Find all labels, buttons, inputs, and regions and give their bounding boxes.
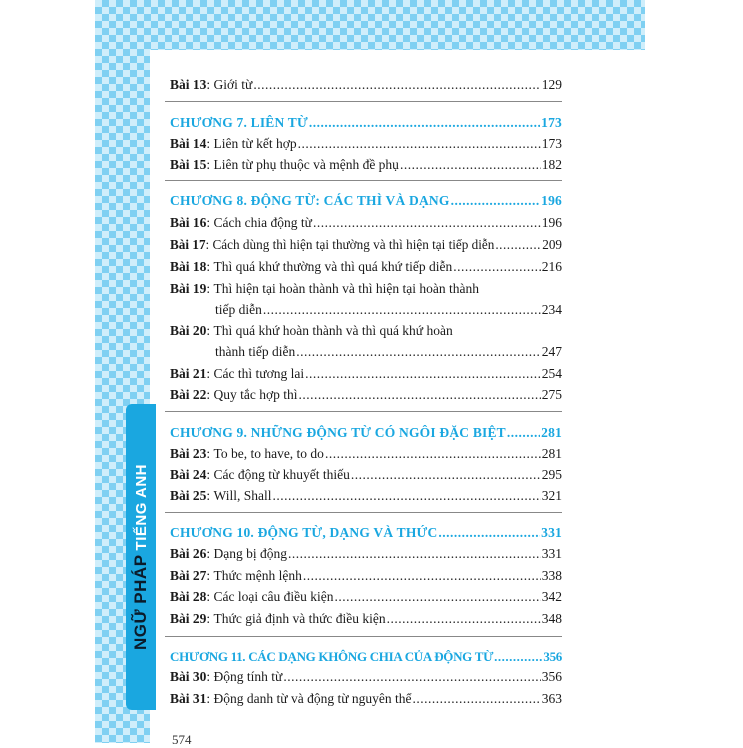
dot-leader [305,365,541,383]
section-divider [165,180,562,181]
chapter-title: CHƯƠNG 9. NHỮNG ĐỘNG TỪ CÓ NGÔI ĐẶC BIỆT [170,425,506,440]
toc-entry-lesson-31: Bài 31 : Động danh từ và động từ nguyên thể ..... 363 [170,690,562,708]
dot-leader [253,76,540,94]
page-ref: 338 [541,568,562,583]
page-ref: 281 [541,446,562,461]
lesson-label: Bài 22 [170,387,207,402]
lesson-label: Bài 28 [170,589,207,604]
lesson-title: Thì quá khứ hoàn thành và thì quá khứ hoàn [213,323,453,338]
page-ref: 363 [541,691,562,706]
toc-entry-lesson-16: Bài 16 : Cách chia động từ ..... 196 [170,214,562,232]
dot-leader [494,648,542,666]
toc-entry-lesson-25: Bài 25 : Will, Shall ..... 321 [170,487,562,505]
toc-chapter-11 [170,648,562,666]
toc-chapter-9 [170,424,562,442]
page-ref: 331 [541,546,562,561]
page-ref: 275 [541,387,562,402]
chapter-title: CHƯƠNG 11. CÁC DẠNG KHÔNG CHIA CỦA ĐỘNG TỪ [170,649,494,664]
toc-entry-lesson-30: Bài 30 : Động tính từ ..... 356 [170,668,562,686]
lesson-label: Bài 13 [170,77,207,92]
lesson-title: Các loại câu điều kiện [213,589,334,604]
lesson-label: Bài 18 [170,259,207,274]
lesson-title: Động tính từ [213,669,283,684]
toc-entry-lesson-23: Bài 23 : To be, to have, to do ..... 281 [170,445,562,463]
lesson-label: Bài 16 [170,215,207,230]
lesson-title-continuation: tiếp diễn [215,302,262,317]
toc-entry-lesson-28: Bài 28 : Các loại câu điều kiện ..... 342 [170,588,562,606]
toc-entry-lesson-18: Bài 18 : Thì quá khứ thường và thì quá khứ tiếp diễn ..... 216 [170,258,562,276]
page-ref: 234 [541,302,562,317]
lesson-label: Bài 20 [170,323,207,338]
page-ref: 356 [543,649,562,664]
lesson-title-continuation: thành tiếp diễn [215,344,296,359]
lesson-title: Cách chia động từ [213,215,312,230]
lesson-title: Quy tắc hợp thì [213,387,298,402]
lesson-label: Bài 15 [170,157,207,172]
lesson-title: Các động từ khuyết thiếu [213,467,350,482]
toc-entry-lesson-19: Bài 19 : Thì hiện tại hoàn thành và thì hiện tại hoàn thành tiếp diễn ..... 234 [170,280,562,318]
lesson-title: Các thì tương lai [213,366,305,381]
toc-entry-lesson-27: Bài 27 : Thức mệnh lệnh ..... 338 [170,567,562,585]
page-ref: 216 [541,259,562,274]
page-ref: 331 [541,525,562,540]
dot-leader [438,524,540,542]
lesson-title: Giới từ [213,77,253,92]
section-divider [165,636,562,637]
lesson-label: Bài 29 [170,611,207,626]
dot-leader [413,690,541,708]
lesson-title: Động danh từ và động từ nguyên thể [213,691,412,706]
dot-leader [263,301,541,319]
toc-entry-lesson-13: Bài 13 : Giới từ ..... 129 [170,76,562,94]
lesson-label: Bài 21 [170,366,207,381]
dot-leader [296,343,541,361]
page-ref: 281 [541,425,562,440]
dot-leader [495,236,541,254]
chapter-title: CHƯƠNG 8. ĐỘNG TỪ: CÁC THÌ VÀ DẠNG [170,193,450,208]
lesson-title: Thì quá khứ thường và thì quá khứ tiếp diễn [213,259,453,274]
lesson-label: Bài 30 [170,669,207,684]
chapter-title: CHƯƠNG 7. LIÊN TỪ [170,115,308,130]
page-ref: 196 [541,215,562,230]
section-divider [165,411,562,412]
toc-chapter-7 [170,114,562,132]
dot-leader [387,610,541,628]
side-tab-part2: TIẾNG ANH [132,464,150,551]
page-ref: 182 [541,157,562,172]
section-divider [165,101,562,102]
lesson-title: To be, to have, to do [213,446,324,461]
page-ref: 247 [541,344,562,359]
toc-entry-lesson-24: Bài 24 : Các động từ khuyết thiếu ..... 295 [170,466,562,484]
lesson-title: Dạng bị động [213,546,288,561]
dot-leader [273,487,541,505]
side-tab-part1: NGỮ PHÁP [131,554,150,651]
section-divider [165,512,562,513]
page-ref: 295 [541,467,562,482]
dot-leader [298,135,541,153]
toc-entry-lesson-21: Bài 21 : Các thì tương lai ..... 254 [170,365,562,383]
page-ref: 196 [541,193,562,208]
lesson-title: Liên từ kết hợp [213,136,297,151]
page-ref: 321 [541,488,562,503]
dot-leader [309,114,540,132]
lesson-label: Bài 19 [170,281,207,296]
lesson-label: Bài 23 [170,446,207,461]
toc-entry-lesson-29: Bài 29 : Thức giả định và thức điều kiện ..... 348 [170,610,562,628]
lesson-label: Bài 26 [170,546,207,561]
dot-leader [351,466,541,484]
toc-chapter-10 [170,524,562,542]
dot-leader [507,424,540,442]
dot-leader [453,258,541,276]
page-ref: 348 [541,611,562,626]
dot-leader [288,545,541,563]
dot-leader [303,567,541,585]
lesson-label: Bài 14 [170,136,207,151]
lesson-label: Bài 27 [170,568,207,583]
toc-entry-lesson-14: Bài 14 : Liên từ kết hợp ..... 173 [170,135,562,153]
toc-chapter-8 [170,192,562,210]
toc-entry-lesson-15: Bài 15 : Liên từ phụ thuộc và mệnh đề phụ ..... 182 [170,156,562,174]
toc-entry-lesson-17: Bài 17 : Cách dùng thì hiện tại thường và thì hiện tại tiếp diễn ..... 209 [170,236,562,254]
page-ref: 173 [541,136,562,151]
side-tab-label [126,404,156,710]
dot-leader [313,214,541,232]
lesson-label: Bài 31 [170,691,207,706]
lesson-label: Bài 24 [170,467,207,482]
dot-leader [325,445,541,463]
page-ref: 209 [542,237,562,252]
page-ref: 129 [541,77,562,92]
side-tab [126,404,156,710]
lesson-title: Thức mệnh lệnh [213,568,302,583]
chapter-title: CHƯƠNG 10. ĐỘNG TỪ, DẠNG VÀ THỨC [170,525,438,540]
lesson-label: Bài 25 [170,488,207,503]
page-ref: 173 [541,115,562,130]
page-ref: 356 [541,669,562,684]
lesson-title: Thức giả định và thức điều kiện [213,611,386,626]
page-ref: 254 [541,366,562,381]
toc-entry-lesson-26: Bài 26 : Dạng bị động ..... 331 [170,545,562,563]
page-ref: 342 [541,589,562,604]
toc-entry-lesson-22: Bài 22 : Quy tắc hợp thì ..... 275 [170,386,562,404]
dot-leader [283,668,540,686]
toc-entry-lesson-20: Bài 20 : Thì quá khứ hoàn thành và thì quá khứ hoàn thành tiếp diễn ..... 247 [170,322,562,360]
lesson-label: Bài 17 [170,237,206,252]
lesson-title: Cách dùng thì hiện tại thường và thì hiện tại tiếp diễn [212,237,495,252]
lesson-title: Will, Shall [213,488,272,503]
dot-leader [334,588,540,606]
lesson-title: Thì hiện tại hoàn thành và thì hiện tại hoàn thành [213,281,479,296]
dot-leader [451,192,541,210]
page-number: 574 [172,732,192,747]
lesson-title: Liên từ phụ thuộc và mệnh đề phụ [213,157,399,172]
dot-leader [400,156,541,174]
dot-leader [299,386,541,404]
